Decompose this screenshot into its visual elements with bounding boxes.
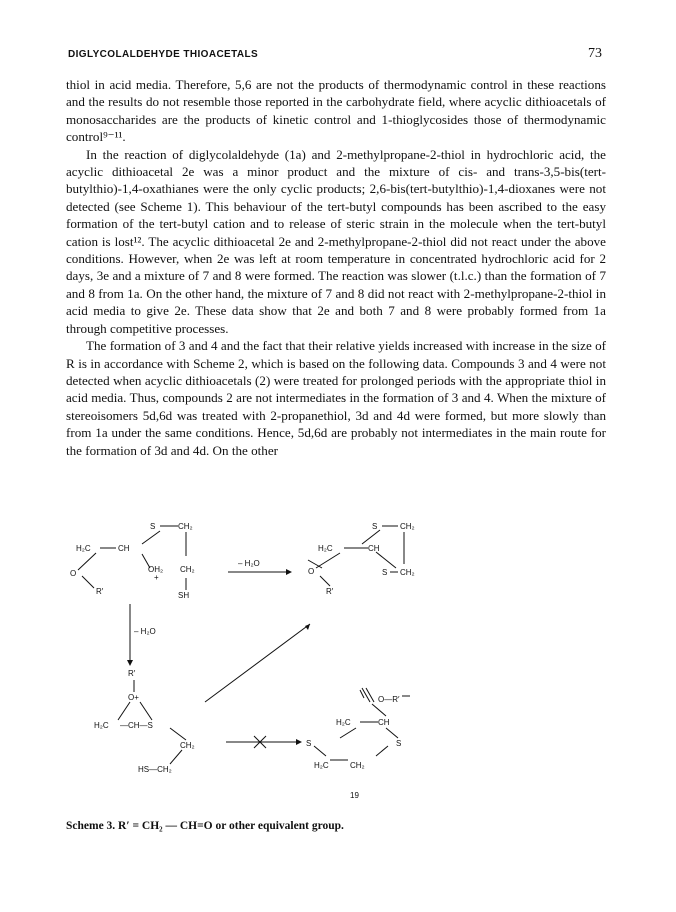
label-a-ch2: CH₂ bbox=[178, 522, 193, 531]
page-number: 73 bbox=[588, 46, 602, 61]
label-c-hs-ch2: HS—CH₂ bbox=[138, 765, 172, 774]
label-b-r-prime: R′ bbox=[326, 587, 334, 596]
paragraph-2: In the reaction of diglycolaldehyde (1a) and 2-methylpropane-2-thiol in hydrochloric acid, the acyclic dithioacetal 2e was a minor product and the mixture of cis- and trans-3,5-bis(tert-butylthio)-1,4-oxathianes were the only cyclic products; 2,6-bis(tert-butylthio)-1,4-dioxanes were not detected (see Scheme 1). This behaviour of the tert-butyl compounds has been ascribed to the easy formation of the tert-butyl cation and to release of steric strain in the molecule when the tert-butyl cation is lost¹². The acyclic dithioacetal 2e and 2-methylpropane-2-thiol did not react under the above conditions. However, when 2e was left at room temperature in concentrated hydrochloric acid for 2 days, 3e and a mixture of 7 and 8 were formed. The reaction was slower (t.l.c.) than the formation of 7 and 8 from 1a. On the other hand, the mixture of 7 and 8 did not react with 2-methylpropane-2-thiol in acid media to give 2e. These data show that 2e and both 7 and 8 were probably formed from 1a through competitive processes. bbox=[66, 146, 606, 336]
label-a-plus: + bbox=[154, 573, 159, 582]
label-19-s-left: S bbox=[306, 739, 312, 748]
scheme-diagram bbox=[60, 516, 620, 806]
label-a-ch2-2: CH₂ bbox=[180, 565, 195, 574]
label-b-h2c: H₂C bbox=[318, 544, 333, 553]
label-19-h2c-bottom: H₂C bbox=[314, 761, 329, 770]
label-b-o: O bbox=[308, 567, 315, 576]
label-minus-h2o: – H₂O bbox=[238, 559, 260, 568]
running-header bbox=[68, 46, 602, 62]
label-b-ch2: CH₂ bbox=[400, 522, 415, 531]
label-a-r-prime: R′ bbox=[96, 587, 104, 596]
scheme-caption: Scheme 3. R′ = CH₂ — CH=O or other equivalent group. bbox=[66, 820, 344, 832]
label-19-h2c: H₂C bbox=[336, 718, 351, 727]
label-a-o: O bbox=[70, 569, 77, 578]
body-text bbox=[66, 76, 606, 459]
label-c-r-prime: R′ bbox=[128, 669, 136, 678]
label-19-o-r-prime: O—R′ bbox=[378, 695, 400, 704]
paragraph-3: The formation of 3 and 4 and the fact that their relative yields increased with increase in the size of R is in accordance with Scheme 2, which is based on the following data. Compounds 3 and 4 were not detected when acyclic dithioacetals (2) were treated for prolonged periods with the appropriate thiol in acid media. Thus, compounds 2 are not intermediates in the formation of 3 and 4. When the mixture of stereoisomers 5d,6d was treated with 2-propanethiol, 3d and 4d were formed, but more slowly than from 1a under the same conditions. Hence, 5d,6d are probably not intermediates in the main route for the formation of 3d and 4d. On the other bbox=[66, 338, 606, 458]
label-a-h2c: H₂C bbox=[76, 544, 91, 553]
label-minus-h2o-down: – H₂O bbox=[134, 627, 156, 636]
label-19-s-right: S bbox=[396, 739, 402, 748]
label-a-ch: CH bbox=[118, 544, 130, 553]
compound-number-19: 19 bbox=[350, 791, 359, 800]
label-c-o-plus: O+ bbox=[128, 693, 139, 702]
label-a-oh2: OH₂ bbox=[148, 565, 164, 574]
label-b-ch: CH bbox=[368, 544, 380, 553]
label-c-h2c: H₂C bbox=[94, 721, 109, 730]
label-b-s: S bbox=[372, 522, 378, 531]
running-head-title: DIGLYCOLALDEHYDE THIOACETALS bbox=[68, 49, 259, 60]
label-b-ch2-2: CH₂ bbox=[400, 568, 415, 577]
label-b-s2: S bbox=[382, 568, 388, 577]
label-19-ch2-bottom: CH₂ bbox=[350, 761, 365, 770]
label-c-ch2: CH₂ bbox=[180, 741, 195, 750]
reaction-scheme bbox=[60, 516, 620, 806]
label-19-ch: CH bbox=[378, 718, 390, 727]
label-a-sh: SH bbox=[178, 591, 190, 600]
paragraph-1: thiol in acid media. Therefore, 5,6 are not the products of thermodynamic control in these reactions and the results do not resemble those reported in the carbohydrate field, where acyclic dithioacetals of monosaccharides are the products of kinetic control and 1-thioglycosides those of thermodynamic control⁹⁻¹¹. bbox=[66, 77, 606, 145]
label-c-ch-s: —CH—S bbox=[120, 721, 153, 730]
label-a-s: S bbox=[150, 522, 156, 531]
